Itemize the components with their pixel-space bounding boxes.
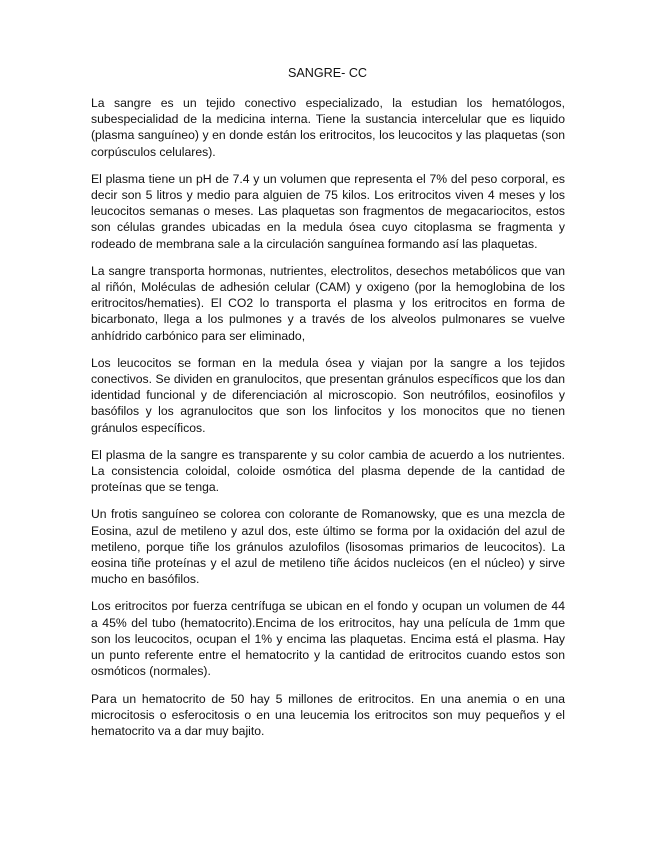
paragraph-blood-transport: La sangre transporta hormonas, nutrientes, electrolitos, desechos metabólicos que van al riñón, Moléculas de adhesión celular (CAM) y oxigeno (por la hemoglobina de los eritrocitos/hematies). El CO2 lo transporta el plasma y los eritrocitos en forma de bicarbonato, llega a los pulmones y a través de los alveolos pulmonares se vuelve anhídrido carbónico para ser eliminado, <box>91 263 565 343</box>
paragraph-hematocrit-values: Para un hematocrito de 50 hay 5 millones de eritrocitos. En una anemia o en una microcitosis o esferocitosis o en una leucemia los eritrocitos son muy pequeños y el hematocrito va a dar muy bajito. <box>91 691 565 738</box>
paragraph-hematocrit-layers: Los eritrocitos por fuerza centrífuga se ubican en el fondo y ocupan un volumen de 44 a 45% del tubo (hematocrito).Encima de los eritrocitos, hay una película de 1mm que son los leucocitos, ocupan el 1% y encima las plaquetas. Encima está el plasma. Hay un punto referente entre el hematocrito y la cantidad de eritrocitos cuando estos son osmóticos (normales). <box>91 599 565 679</box>
document-title: SANGRE- CC <box>287 66 368 80</box>
paragraph-blood-overview: La sangre es un tejido conectivo especializado, la estudian los hematólogos, subespecialidad de la medicina interna. Tiene la sustancia intercelular que es liquido (plasma sanguíneo) y en donde están los eritrocitos, los leucocitos y las plaquetas (son corpúsculos celulares). <box>91 96 565 159</box>
paragraph-leukocytes: Los leucocitos se forman en la medula ósea y viajan por la sangre a los tejidos conectivos. Se dividen en granulocitos, que presentan gránulos específicos que los dan identidad funcional y de diferenciación al microscopio. Son neutrófilos, eosinofilos y basófilos y los agranulocitos que son los linfocitos y los monocitos que no tienen gránulos específicos. <box>91 355 565 435</box>
paragraph-plasma-properties: El plasma tiene un pH de 7.4 y un volumen que representa el 7% del peso corporal, es decir son 5 litros y medio para alguien de 75 kilos. Los eritrocitos viven 4 meses y los leucocitos semanas o meses. Las plaquetas son fragmentos de megacariocitos, estos son células grandes ubicadas en la medula ósea cuyo citoplasma se fragmenta y rodeado de membrana sale a la circulación sanguínea formando así las plaquetas. <box>91 171 565 251</box>
paragraph-blood-smear: Un frotis sanguíneo se colorea con colorante de Romanowsky, que es una mezcla de Eosina, azul de metileno y azul dos, este último se forma por la oxidación del azul de metileno, porque tiñe los gránulos azulofilos (lisosomas primarios de leucocitos). La eosina tiñe proteínas y el azul de metileno tiñe ácidos nucleicos (en el núcleo) y sirve mucho en basófilos. <box>91 507 565 587</box>
document-body <box>91 95 565 750</box>
paragraph-plasma-color: El plasma de la sangre es transparente y su color cambia de acuerdo a los nutrientes. La consistencia coloidal, coloide osmótica del plasma depende de la cantidad de proteínas que se tenga. <box>91 447 565 495</box>
